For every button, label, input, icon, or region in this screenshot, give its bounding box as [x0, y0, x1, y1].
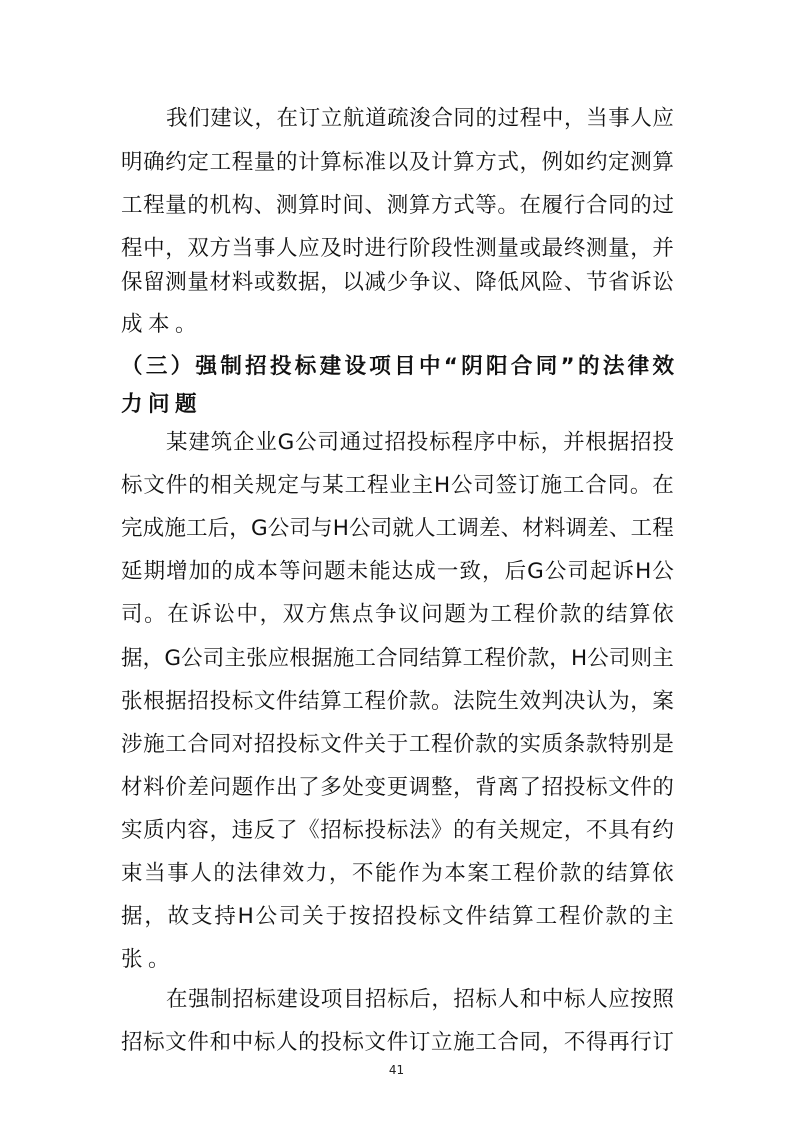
paragraph-1-line-6: 成 本 。 [121, 312, 203, 337]
paragraph-2-line-9: 材 料 价 差 问 题 作 出 了 多 处 变 更 调 整 ， 背 离 了 招 投 标 文 件 的 [121, 775, 674, 800]
paragraph-2-line-2: 标 文 件 的 相 关 规 定 与 某 工 程 业 主 H 公 司 签 订 施 工 合 同 。 在 [121, 473, 674, 498]
paragraph-1-line-1: 我 们 建 议 ， 在 订 立 航 道 疏 浚 合 同 的 过 程 中 ， 当 事 人 应 [166, 106, 674, 131]
paragraph-2-line-12: 据 ， 故 支 持 H 公 司 关 于 按 招 投 标 文 件 结 算 工 程 价 款 的 主 [121, 904, 674, 929]
paragraph-2-line-5: 司 。 在 诉 讼 中 ， 双 方 焦 点 争 议 问 题 为 工 程 价 款 的 结 算 依 [121, 602, 674, 627]
paragraph-3-line-2: 招 标 文 件 和 中 标 人 的 投 标 文 件 订 立 施 工 合 同 ， 不 得 再 行 订 [121, 1030, 674, 1055]
paragraph-2-line-8: 涉 施 工 合 同 对 招 投 标 文 件 关 于 工 程 价 款 的 实 质 条 款 特 别 是 [121, 732, 674, 757]
paragraph-2-line-1: 某 建 筑 企 业 G 公 司 通 过 招 投 标 程 序 中 标 ， 并 根 据 招 投 [166, 430, 674, 455]
paragraph-3-line-1: 在 强 制 招 标 建 设 项 目 招 标 后 ， 招 标 人 和 中 标 人 应 按 照 [166, 987, 674, 1012]
paragraph-2-line-7: 张 根 据 招 投 标 文 件 结 算 工 程 价 款 。 法 院 生 效 判 决 认 为 ， 案 [121, 689, 674, 714]
paragraph-2-line-10: 实 质 内 容 ， 违 反 了 《 招 标 投 标 法 》 的 有 关 规 定 ， 不 具 有 约 [121, 818, 674, 843]
section-heading-line-2: 力 问 题 [121, 392, 203, 417]
paragraph-2-line-6: 据 ， G 公 司 主 张 应 根 据 施 工 合 同 结 算 工 程 价 款 ， H 公 司 则 主 [121, 646, 674, 671]
paragraph-2-line-4: 延 期 增 加 的 成 本 等 问 题 未 能 达 成 一 致 ， 后 G 公 司 起 诉 H 公 [121, 559, 674, 584]
paragraph-2-line-11: 束 当 事 人 的 法 律 效 力 ， 不 能 作 为 本 案 工 程 价 款 的 结 算 依 [121, 861, 674, 886]
paragraph-1-line-5: 保 留 测 量 材 料 或 数 据 ， 以 减 少 争 议 、 降 低 风 险 、 节 省 诉 讼 [121, 270, 674, 295]
paragraph-2-line-13: 张 。 [121, 947, 176, 972]
section-heading-line-1: （ 三 ） 强 制 招 投 标 建 设 项 目 中 “ 阴 阳 合 同 ” 的 法 律 效 [121, 354, 674, 379]
paragraph-1-line-4: 程 中 ， 双 方 当 事 人 应 及 时 进 行 阶 段 性 测 量 或 最 终 测 量 ， 并 [121, 236, 674, 261]
paragraph-1-line-2: 明 确 约 定 工 程 量 的 计 算 标 准 以 及 计 算 方 式 ， 例 如 约 定 测 算 [121, 150, 674, 175]
page-number: 41 [388, 1063, 405, 1077]
paragraph-2-line-3: 完 成 施 工 后 ， G 公 司 与 H 公 司 就 人 工 调 差 、 材 料 调 差 、 工 程 [121, 516, 674, 541]
paragraph-1-line-3: 工 程 量 的 机 构 、 测 算 时 间 、 测 算 方 式 等 。 在 履 行 合 同 的 过 [121, 193, 674, 218]
